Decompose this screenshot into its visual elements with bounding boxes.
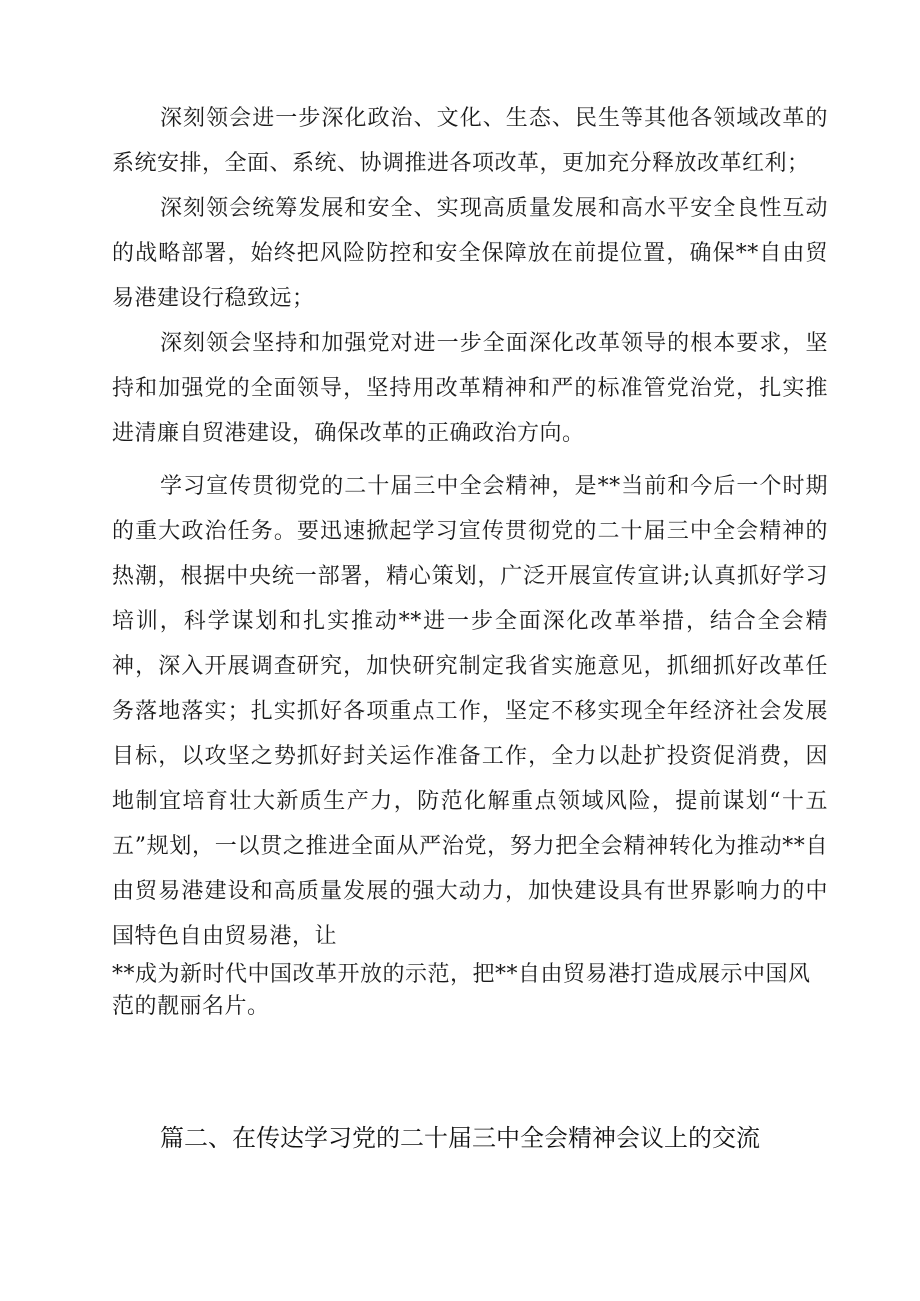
paragraph-3: 深刻领会坚持和加强党对进一步全面深化改革领导的根本要求，坚持和加强党的全面领导，坚持用改革精神和严的标准管党治党，扎实推进清廉自贸港建设，确保改革的正确政治方向。 xyxy=(112,331,828,446)
paragraph-4-continuation: **成为新时代中国改革开放的示范，把**自由贸易港打造成展示中国风范的靓丽名片。 xyxy=(112,962,811,1019)
paragraph-4: 学习宣传贯彻党的二十届三中全会精神，是**当前和今后一个时期的重大政治任务。要迅速掀起学习宣传贯彻党的二十届三中全会精神的热潮，根据中央统一部署，精心策划，广泛开展宣传宣讲;认真抓好学习培训，科学谋划和扎实推动**进一步全面深化改革举措，结合全会精神，深入开展调查研究，加快研究制定我省实施意见，抓细抓好改革任务落地落实；扎实抓好各项重点工作，坚定不移实现全年经济社会发展目标，以攻坚之势抓好封关运作准备工作，全力以赴扩投资促消费，因地制宜培育壮大新质生产力，防范化解重点领域风险，提前谋划“十五五”规划，一以贯之推进全面从严治党，努力把全会精神转化为推动**自由贸易港建设和高质量发展的强大动力，加快建设具有世界影响力的中国特色自由贸易港，让 xyxy=(112,474,828,949)
paragraph-2: 深刻领会统筹发展和安全、实现高质量发展和高水平安全良性互动的战略部署，始终把风险防控和安全保障放在前提位置，确保**自由贸易港建设行稳致远； xyxy=(112,196,828,311)
paragraph-1: 深刻领会进一步深化政治、文化、生态、民生等其他各领域改革的系统安排，全面、系统、协调推进各项改革，更加充分释放改革红利； xyxy=(112,106,828,176)
document-body xyxy=(112,96,828,1023)
section-heading: 篇二、在传达学习党的二十届三中全会精神会议上的交流 xyxy=(160,1124,760,1152)
